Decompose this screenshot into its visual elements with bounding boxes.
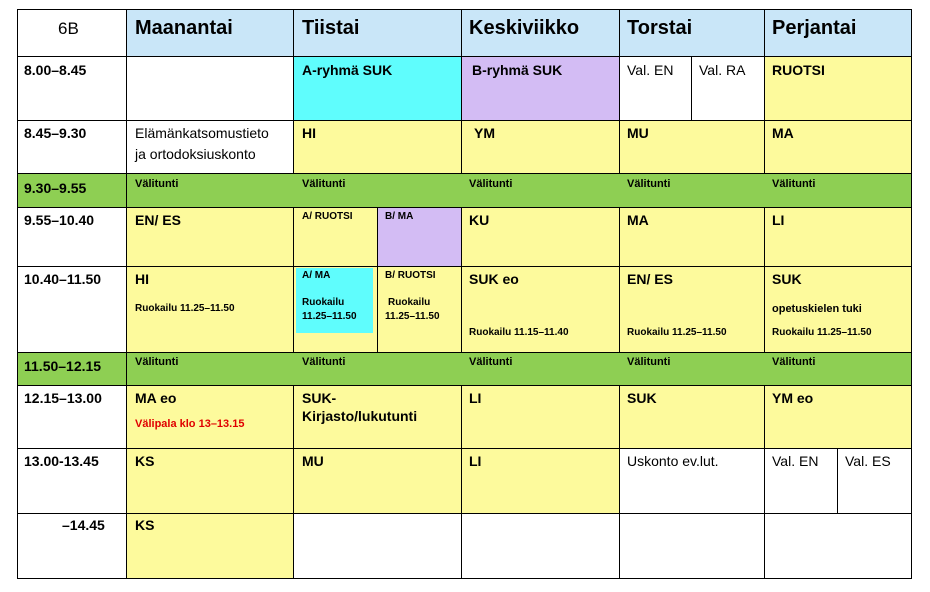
lesson-mon-r4: EN/ ES [135, 212, 181, 228]
lesson-thu-r1a: Val. EN [627, 62, 674, 78]
time-slot-5: 10.40–11.50 [24, 271, 102, 287]
break-fri-1: Välitunti [772, 178, 816, 190]
lesson-thu-r7: SUK [627, 390, 657, 406]
lesson-mon-r2b: ja ortodoksiuskonto [135, 146, 256, 162]
break-tue-2: Välitunti [302, 356, 346, 368]
lesson-wed-r7: LI [469, 390, 482, 406]
lesson-mon-r5: HI [135, 271, 149, 287]
lesson-wed-r2: YM [474, 125, 495, 141]
lesson-mon-r9: KS [135, 517, 155, 533]
time-slot-9: –14.45 [62, 517, 105, 533]
break-mon-1: Välitunti [135, 178, 179, 190]
lesson-thu-r1b: Val. RA [699, 62, 746, 78]
lunch-tue-r5a-1: Ruokailu [302, 297, 345, 308]
lesson-thu-r5: EN/ ES [627, 271, 673, 287]
time-slot-7: 12.15–13.00 [24, 390, 102, 406]
lesson-fri-r5: SUK [772, 271, 802, 287]
lunch-thu-r5: Ruokailu 11.25–11.50 [627, 327, 727, 338]
time-slot-4: 9.55–10.40 [24, 212, 95, 228]
lesson-fri-r2: MA [772, 125, 794, 141]
break-mon-2: Välitunti [135, 356, 179, 368]
lesson-tue-r5a: A/ MA [302, 270, 331, 281]
snack-mon-r7: Välipala klo 13–13.15 [135, 418, 245, 430]
lunch-fri-r5: Ruokailu 11.25–11.50 [772, 327, 872, 338]
lesson-tue-r1: A-ryhmä SUK [302, 62, 393, 78]
lesson-thu-r4: MA [627, 212, 649, 228]
class-label: 6B [58, 19, 79, 38]
lesson-tue-r5b: B/ RUOTSI [385, 270, 436, 281]
lesson-tue-r4b: B/ MA [385, 211, 414, 222]
lesson-fri-r7: YM eo [772, 390, 814, 406]
break-thu-1: Välitunti [627, 178, 671, 190]
lesson-fri-r4: LI [772, 212, 785, 228]
lesson-tue-r2: HI [302, 125, 316, 141]
lesson-mon-r2: Elämänkatsomustieto [135, 125, 269, 141]
lunch-tue-r5b-2: 11.25–11.50 [385, 311, 440, 322]
lesson-thu-r8: Uskonto ev.lut. [627, 453, 719, 469]
cell-mon-wed-r8 [126, 448, 619, 513]
lesson-wed-r1: B-ryhmä SUK [472, 62, 563, 78]
lesson-tue-r4a: A/ RUOTSI [302, 211, 353, 222]
break-tue-1: Välitunti [302, 178, 346, 190]
lesson-wed-r5: SUK eo [469, 271, 519, 287]
lesson-mon-r8: KS [135, 453, 155, 469]
break-thu-2: Välitunti [627, 356, 671, 368]
lesson-fri-r8a: Val. EN [772, 453, 819, 469]
lunch-wed-r5: Ruokailu 11.15–11.40 [469, 327, 569, 338]
break-fri-2: Välitunti [772, 356, 816, 368]
time-slot-1: 8.00–8.45 [24, 62, 87, 78]
lesson-fri-r8b: Val. ES [845, 453, 891, 469]
lesson-wed-r4: KU [469, 212, 490, 228]
time-slot-2: 8.45–9.30 [24, 125, 87, 141]
lunch-mon-r5: Ruokailu 11.25–11.50 [135, 303, 235, 314]
cell-tue-thu-r2 [293, 120, 911, 173]
lesson-thu-r2: MU [627, 125, 649, 141]
lesson-mon-r7: MA eo [135, 390, 177, 406]
header-day-wed: Keskiviikko [469, 17, 580, 39]
lunch-tue-r5a-2: 11.25–11.50 [302, 311, 357, 322]
lesson-tue-r8: MU [302, 453, 324, 469]
lesson-wed-r8: LI [469, 453, 482, 469]
lesson-tue-r7b: Kirjasto/lukutunti [302, 408, 418, 424]
break-wed-1: Välitunti [469, 178, 513, 190]
time-slot-3: 9.30–9.55 [24, 180, 87, 196]
header-day-mon: Maanantai [135, 17, 233, 39]
lesson-tue-r7: SUK- [302, 390, 337, 406]
time-slot-6: 11.50–12.15 [24, 358, 102, 374]
break-wed-2: Välitunti [469, 356, 513, 368]
header-day-thu: Torstai [627, 17, 693, 39]
lesson-fri-r5-sub: opetuskielen tuki [772, 303, 862, 315]
cell-wed-fri-r4 [461, 207, 911, 266]
header-day-tue: Tiistai [302, 17, 360, 39]
time-slot-8: 13.00-13.45 [24, 453, 99, 469]
header-day-fri: Perjantai [772, 17, 857, 39]
lunch-tue-r5b-1: Ruokailu [388, 297, 431, 308]
lesson-fri-r1: RUOTSI [772, 62, 825, 78]
